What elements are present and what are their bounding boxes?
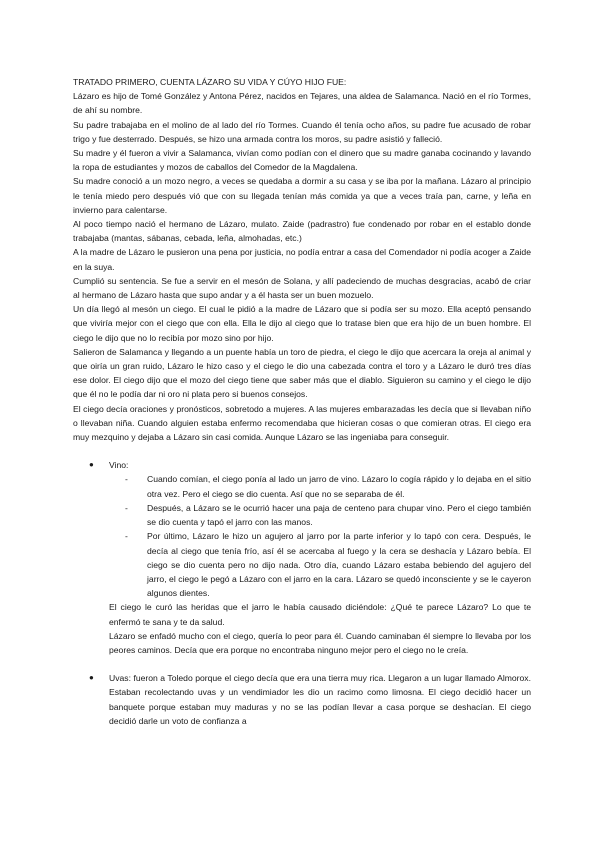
vino-subitem: - Después, a Lázaro se le ocurrió hacer una paja de centeno para chupar vino. Pero el ciego también se dio cuenta y tapó el jarro con las manos. bbox=[125, 502, 531, 528]
vino-label: Vino: bbox=[109, 460, 129, 471]
bullet-icon: ● bbox=[89, 673, 94, 683]
uvas-list-item bbox=[73, 671, 531, 728]
uvas-text: Uvas: fueron a Toledo porque el ciego decía que era una tierra muy rica. Llegaron a un lugar llamado Almorox. Estaban recolectando uvas y un vendimiador les dio un racimo como limosna. El ciego decidió hacer un banquete porque estaban muy maduras y no se las podían llevar a casa porque se deshacían. El ciego decidió darle un voto de confianza a bbox=[109, 673, 531, 726]
dash-marker: - bbox=[125, 502, 128, 513]
paragraph-sentence: A la madre de Lázaro le pusieron una pena por justicia, no podía entrar a casa del Comendador ni podía acoger a Zaide en la suya. bbox=[73, 247, 531, 272]
paragraph-ciego-arrives: Un día llegó al mesón un ciego. El cual le pidió a la madre de Lázaro que si podía ser su mozo. Ella aceptó pensando que viviría mejor con el ciego que con ella. Ella le dijo al ciego que lo tratase bien que era hijo de un buen hombre. El ciego le dijo que no lo recibía por mozo sino por hijo. bbox=[73, 304, 531, 343]
dash-marker: - bbox=[125, 531, 128, 542]
bullet-icon: ● bbox=[89, 460, 94, 470]
vino-sublist bbox=[73, 472, 531, 600]
vino-followup bbox=[73, 600, 531, 657]
vino-subitem: - Por último, Lázaro le hizo un agujero al jarro por la parte inferior y lo tapó con cera. Después, le decía al ciego que tenía frío, así él se acercaba al fuego y la cera se deshacía y Lázaro bebía. El ciego se dio cuenta pero no dijo nada. Otro día, cuando Lázaro estaba bebiendo del agujero del jarro, el ciego le pegó a Lázaro con el jarro en la cara. Lázaro se quedó inconsciente y se le cayeron algunos dientes. bbox=[125, 531, 531, 599]
paragraph-toro: Salieron de Salamanca y llegando a un puente había un toro de piedra, el ciego le dijo que acercara la oreja al animal y que oiría un gran ruido, Lázaro le hizo caso y el ciego le dio una cabezada contra el toro y a Lázaro le duró tres días ese dolor. El ciego dijo que el mozo del ciego tiene que saber más que el diablo. Siguieron su camino y el ciego le dijo que él no le podía dar ni oro ni plata pero si buenos consejos. bbox=[73, 346, 531, 400]
vino-list-item bbox=[73, 458, 531, 657]
paragraph-salamanca: Su madre y él fueron a vivir a Salamanca, vivían como podían con el dinero que su madre ganaba cocinando y lavando la ropa de estudiantes y mozos de caballos del Comedor de la Magdalena. bbox=[73, 148, 531, 173]
chapter-title: TRATADO PRIMERO, CUENTA LÁZARO SU VIDA Y CÚYO HIJO FUE: bbox=[73, 77, 347, 87]
paragraph-oraciones: El ciego decía oraciones y pronósticos, sobretodo a mujeres. A las mujeres embarazadas les decía que si llevaban niño o llevaban niña. Cuando alguien estaba enfermo recomendaba que hicieran cosas o que comieran otras. El ciego era muy mezquino y dejaba a Lázaro sin casi comida. Aunque Lázaro se las ingeniaba para conseguir. bbox=[73, 403, 531, 443]
dash-marker: - bbox=[125, 474, 128, 485]
paragraph-father: Su padre trabajaba en el molino de al lado del río Tormes. Cuando él tenía ocho años, su padre fue acusado de robar trigo y fue desterrado. Después, se hizo una armada contra los moros, su padre asistió y falleció. bbox=[73, 119, 531, 144]
paragraph-mozo-negro: Su madre conoció a un mozo negro, a veces se quedaba a dormir a su casa y se iba por la mañana. Lázaro al principio le tenía miedo pero después vió que con su llegada tenían más comida ya que a veces traía pan, carne, y leña en invierno para calentarse. bbox=[73, 176, 531, 215]
paragraph-heridas: El ciego le curó las heridas que el jarro le había causado diciéndole: ¿Qué te parece Lázaro? Lo que te enfermó te sana y te da salud. bbox=[109, 602, 531, 627]
paragraph-origin: Lázaro es hijo de Tomé González y Antona Pérez, nacidos en Tejares, una aldea de Salamanca. Nació en el río Tormes, de ahí su nombre. bbox=[73, 91, 531, 116]
paragraph-meson: Cumplió su sentencia. Se fue a servir en el mesón de Solana, y allí padeciendo de muchas desgracias, acabó de criar al hermano de Lázaro hasta que supo andar y a él hasta ser un buen mozuelo. bbox=[73, 275, 531, 301]
vino-subitem: - Cuando comían, el ciego ponía al lado un jarro de vino. Lázaro lo cogía rápido y lo dejaba en el sitio otra vez. Pero el ciego se dio cuenta. Así que no se separaba de él. bbox=[125, 474, 531, 499]
paragraph-enfado: Lázaro se enfadó mucho con el ciego, quería lo peor para él. Cuando caminaban él siempre lo llevaba por los peores caminos. Decía que era porque no encontraba ninguno mejor pero el ciego no le creía. bbox=[109, 630, 531, 655]
paragraph-brother: Al poco tiempo nació el hermano de Lázaro, mulato. Zaide (padrastro) fue condenado por robar en el establo donde trabajaba (mantas, sábanas, cebada, leña, almohadas, etc.) bbox=[73, 219, 531, 244]
document-body bbox=[73, 75, 531, 728]
